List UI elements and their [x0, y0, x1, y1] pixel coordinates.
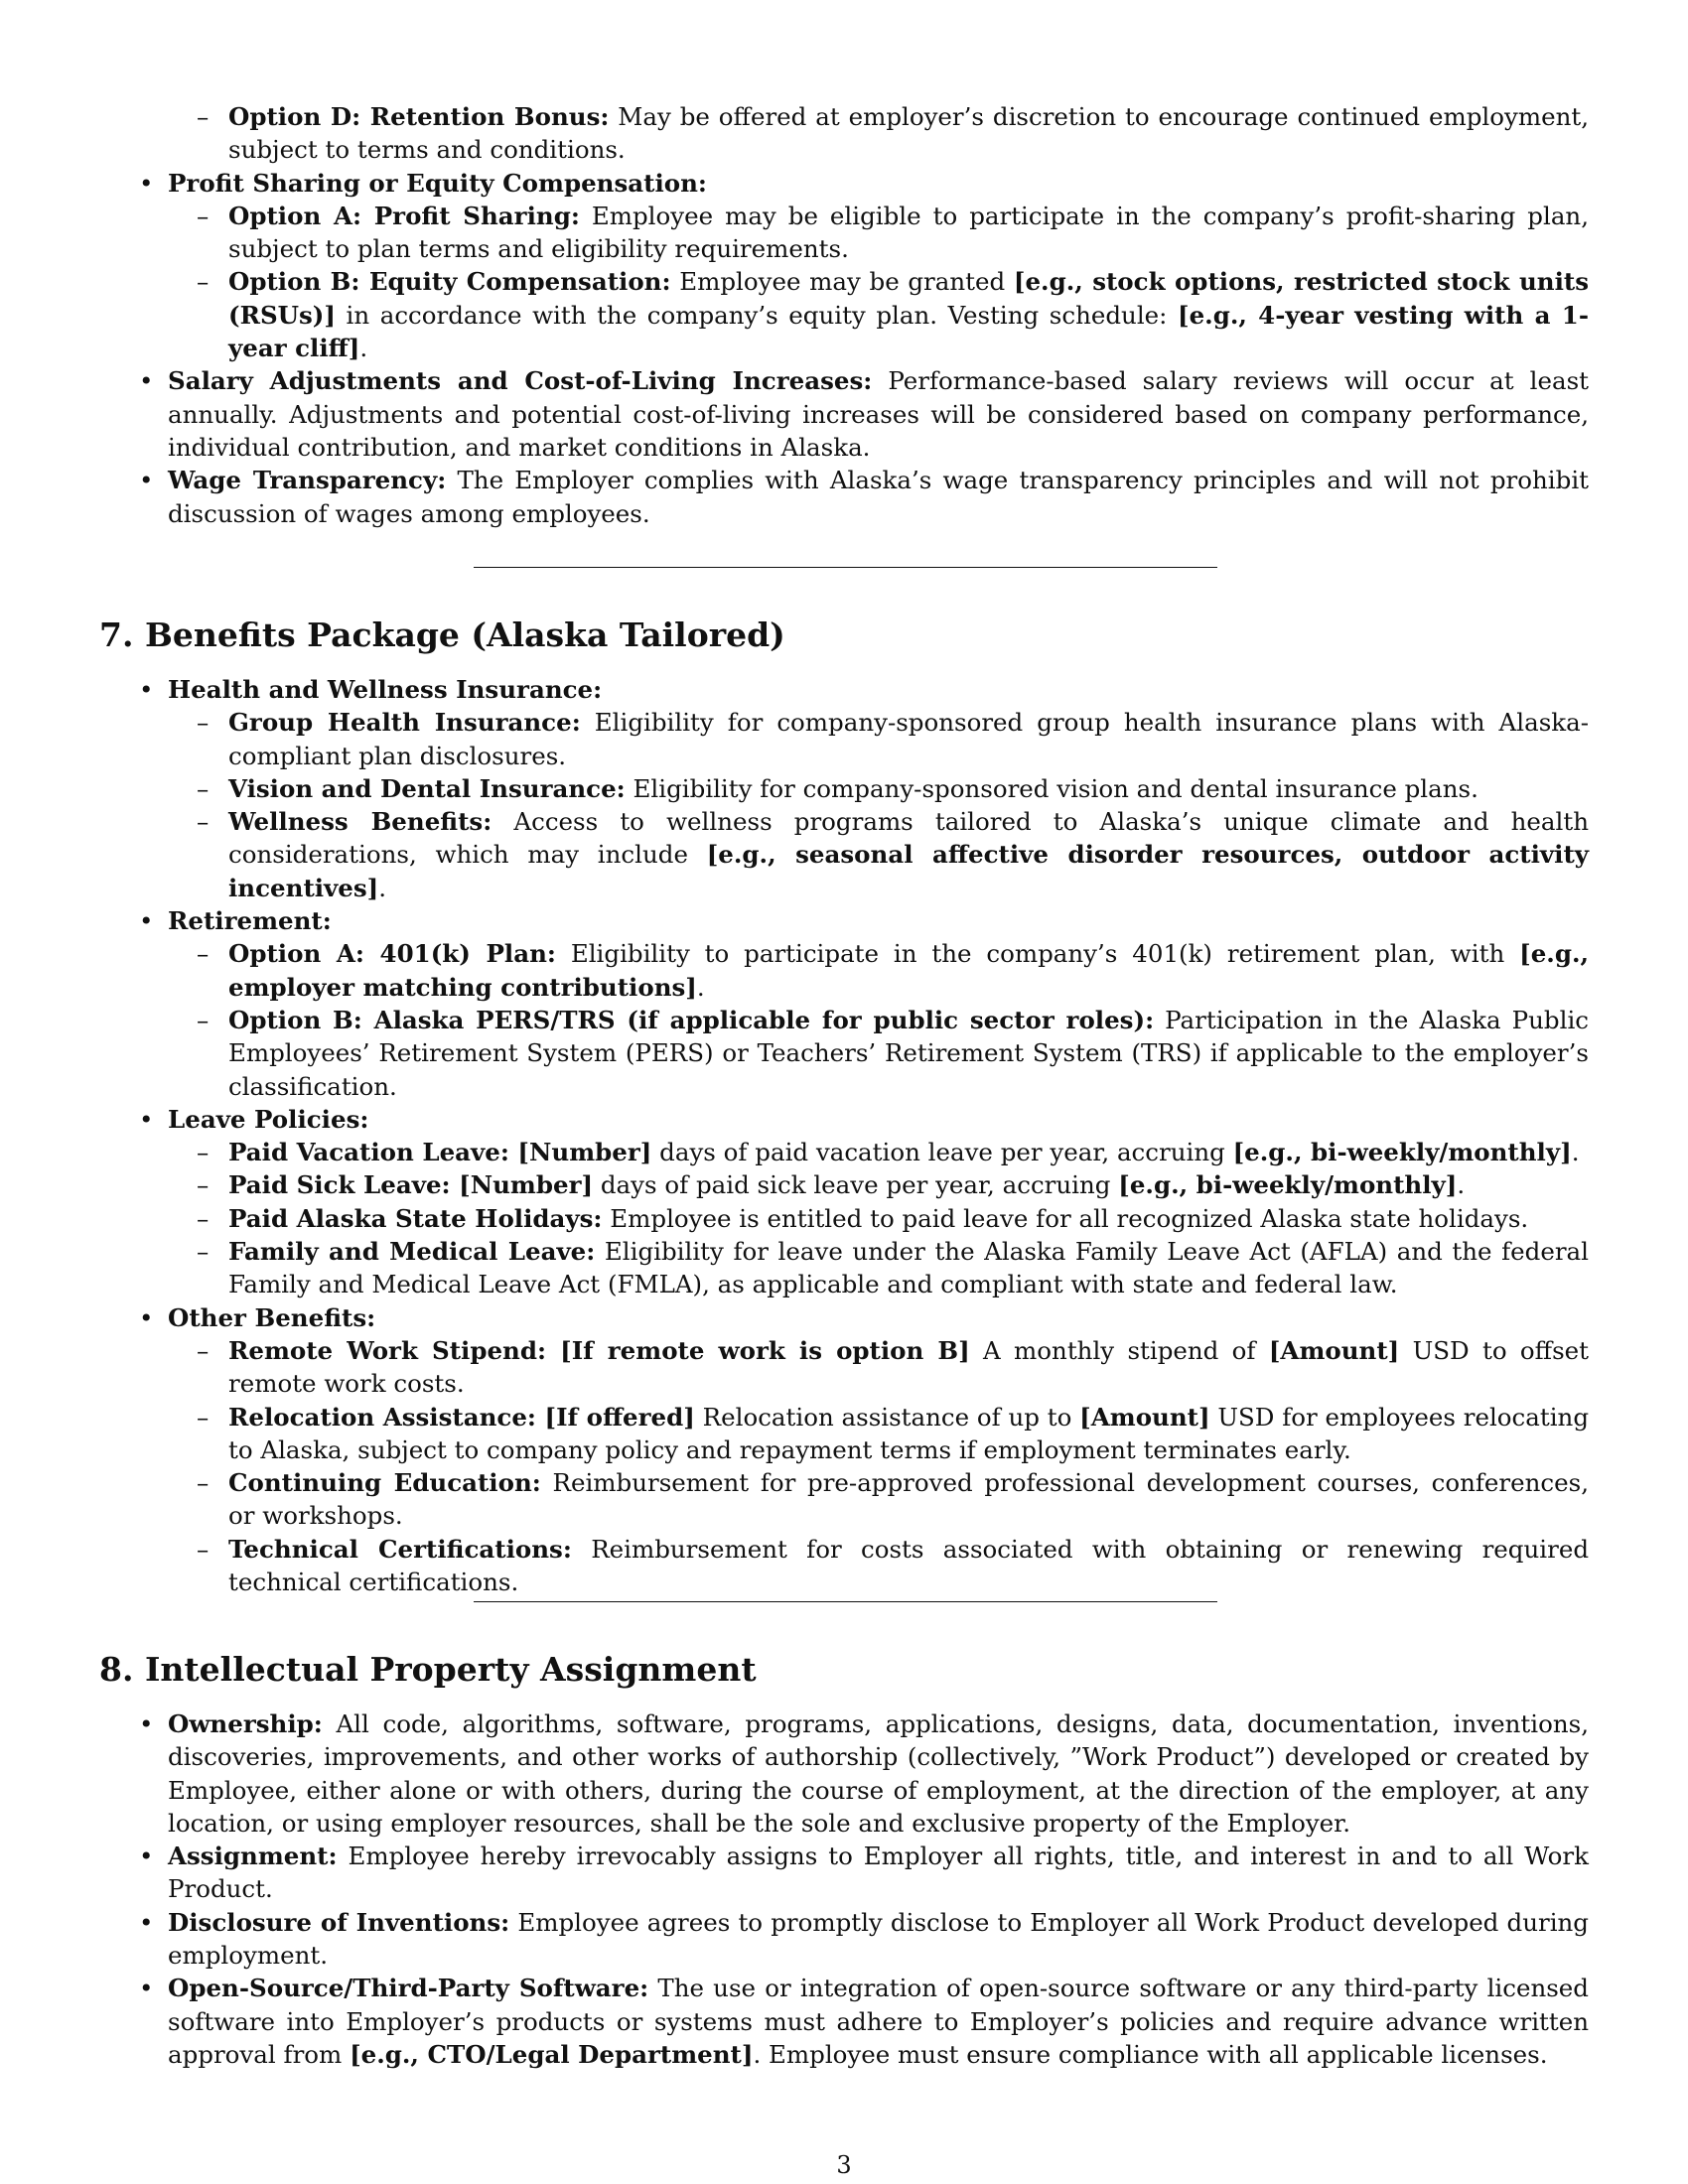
technical-certifications-item: – Technical Certifications: Reimbursement for costs associated with obtaining or renewing required technical certifications.	[99, 1533, 1589, 1599]
health-wellness-item: • Health and Wellness Insurance:	[99, 673, 1589, 706]
retention-bonus-item: – Option D: Retention Bonus: May be offered at employer’s discretion to encourage continued employment, subject to terms and conditions.	[99, 100, 1589, 167]
open-source-item: • Open-Source/Third-Party Software: The use or integration of open-source software or any third-party licensed software into Employer’s products or systems must adhere to Employer’s policies and require advance written approval from [e.g., CTO/Legal Department]. Employee must ensure compliance with all applicable licenses.	[99, 1972, 1589, 2071]
section-8-body	[99, 1707, 1589, 2071]
salary-adjustments-item: • Salary Adjustments and Cost-of-Living Increases: Performance-based salary reviews will occur at least annually. Adjustments and potential cost-of-living increases will be considered based on company performance, individual contribution, and market conditions in Alaska.	[99, 364, 1589, 464]
remote-stipend-item: – Remote Work Stipend: [If remote work is option B] A monthly stipend of [Amount] USD to offset remote work costs.	[99, 1334, 1589, 1401]
section-7-heading: 7. Benefits Package (Alaska Tailored)	[99, 615, 785, 654]
equity-compensation-item: – Option B: Equity Compensation: Employee may be granted [e.g., stock options, restricted stock units (RSUs)] in accordance with the company’s equity plan. Vesting schedule: [e.g., 4-year vesting with a 1-year cliff].	[99, 265, 1589, 364]
state-holidays-item: – Paid Alaska State Holidays: Employee is entitled to paid leave for all recognized Alaska state holidays.	[99, 1202, 1589, 1235]
vision-dental-item: – Vision and Dental Insurance: Eligibility for company-sponsored vision and dental insurance plans.	[99, 772, 1589, 805]
wellness-benefits-item: – Wellness Benefits: Access to wellness programs tailored to Alaska’s unique climate and health considerations, which may include [e.g., seasonal affective disorder resources, outdoor activity incentives].	[99, 805, 1589, 904]
page-number: 3	[836, 2151, 852, 2179]
leave-policies-item: • Leave Policies:	[99, 1103, 1589, 1136]
pers-trs-item: – Option B: Alaska PERS/TRS (if applicable for public sector roles): Participation in the Alaska Public Employees’ Retirement System (PERS) or Teachers’ Retirement System (TRS) if applicable to the employer’s classification.	[99, 1004, 1589, 1103]
section-8-heading: 8. Intellectual Property Assignment	[99, 1650, 757, 1689]
disclosure-item: • Disclosure of Inventions: Employee agrees to promptly disclose to Employer all Work Product developed during employment.	[99, 1906, 1589, 1973]
wage-transparency-item: • Wage Transparency: The Employer complies with Alaska’s wage transparency principles and will not prohibit discussion of wages among employees.	[99, 464, 1589, 530]
vacation-leave-item: – Paid Vacation Leave: [Number] days of paid vacation leave per year, accruing [e.g., bi-weekly/monthly].	[99, 1136, 1589, 1168]
assignment-item: • Assignment: Employee hereby irrevocably assigns to Employer all rights, title, and interest in and to all Work Product.	[99, 1840, 1589, 1906]
section-6-continuation	[99, 100, 1589, 530]
401k-item: – Option A: 401(k) Plan: Eligibility to participate in the company’s 401(k) retirement plan, with [e.g., employer matching contributions].	[99, 937, 1589, 1004]
profit-sharing-item: – Option A: Profit Sharing: Employee may be eligible to participate in the company’s profit-sharing plan, subject to plan terms and eligibility requirements.	[99, 200, 1589, 266]
section-divider	[474, 567, 1217, 568]
section-divider	[474, 1601, 1217, 1602]
other-benefits-item: • Other Benefits:	[99, 1301, 1589, 1334]
family-medical-leave-item: – Family and Medical Leave: Eligibility for leave under the Alaska Family Leave Act (AFLA) and the federal Family and Medical Leave Act (FMLA), as applicable and compliant with state and federal law.	[99, 1235, 1589, 1301]
profit-equity-item: • Profit Sharing or Equity Compensation:	[99, 167, 1589, 200]
relocation-item: – Relocation Assistance: [If offered] Relocation assistance of up to [Amount] USD for employees relocating to Alaska, subject to company policy and repayment terms if employment terminates early.	[99, 1401, 1589, 1467]
group-health-item: – Group Health Insurance: Eligibility for company-sponsored group health insurance plans with Alaska-compliant plan disclosures.	[99, 706, 1589, 772]
retirement-item: • Retirement:	[99, 904, 1589, 937]
section-7-body	[99, 673, 1589, 1598]
continuing-education-item: – Continuing Education: Reimbursement for pre-approved professional development courses, conferences, or workshops.	[99, 1466, 1589, 1533]
ownership-item: • Ownership: All code, algorithms, software, programs, applications, designs, data, documentation, inventions, discoveries, improvements, and other works of authorship (collectively, ”Work Product”) developed or created by Employee, either alone or with others, during the course of employment, at the direction of the employer, at any location, or using employer resources, shall be the sole and exclusive property of the Employer.	[99, 1707, 1589, 1840]
sick-leave-item: – Paid Sick Leave: [Number] days of paid sick leave per year, accruing [e.g., bi-weekly/monthly].	[99, 1168, 1589, 1201]
